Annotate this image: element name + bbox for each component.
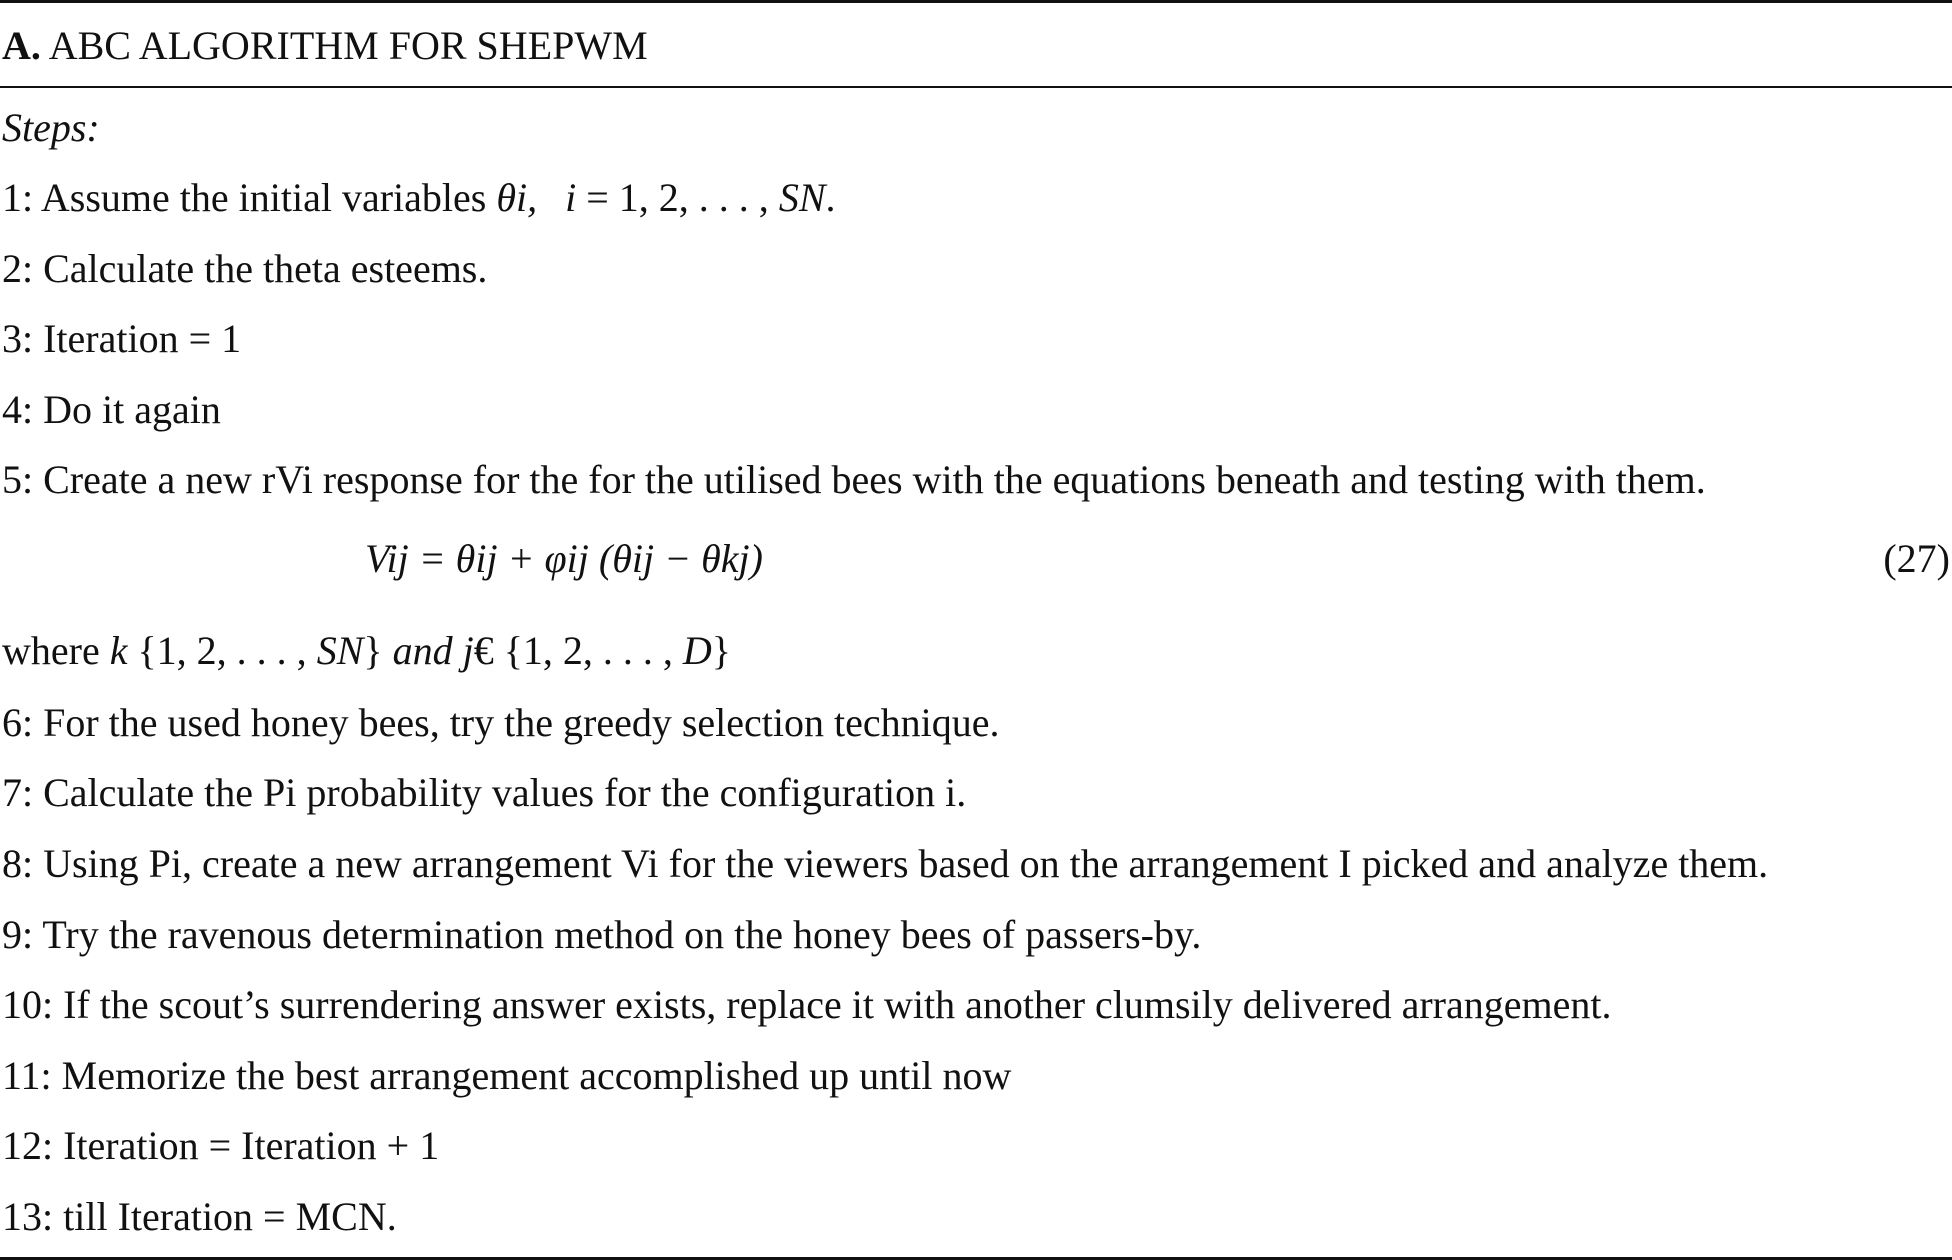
step-9: 9: Try the ravenous determination method on the honey bees of passers-by.	[2, 912, 1202, 957]
step-1	[2, 174, 836, 222]
where-set1-open: {1, 2, . . . ,	[137, 628, 307, 673]
where-sn: SN	[316, 628, 364, 673]
step-1-theta: θi,	[496, 175, 538, 220]
top-rule	[0, 0, 1952, 3]
where-set1-close: }	[363, 628, 383, 673]
step-11: 11: Memorize the best arrangement accomplished up until now	[2, 1053, 1012, 1098]
step-7: 7: Calculate the Pi probability values for the configuration i.	[2, 770, 967, 815]
where-clause	[2, 627, 731, 675]
where-set2-close: }	[711, 628, 731, 673]
where-word: where	[2, 628, 100, 673]
step-6: 6: For the used honey bees, try the greedy selection technique.	[2, 700, 1000, 745]
where-k: k	[109, 628, 128, 673]
step-5: 5: Create a new rVi response for the for the utilised bees with the equations beneath and testing with them.	[2, 457, 1706, 502]
equation-27: Vij = θij + φij (θij − θkj)	[365, 536, 763, 581]
step-2: 2: Calculate the theta esteems.	[2, 246, 488, 291]
step-1-text: 1: Assume the initial variables	[2, 175, 487, 220]
title-rule	[0, 86, 1952, 88]
step-4: 4: Do it again	[2, 387, 221, 432]
step-3: 3: Iteration = 1	[2, 316, 242, 361]
step-1-index: i	[565, 175, 577, 220]
where-set2-open: {1, 2, . . . ,	[503, 628, 673, 673]
table-title	[2, 22, 648, 70]
steps-heading: Steps:	[2, 105, 100, 150]
step-1-period: .	[825, 175, 836, 220]
step-8: 8: Using Pi, create a new arrangement Vi for the viewers based on the arrangement I picked and analyze them.	[2, 841, 1769, 886]
step-1-sn: SN	[778, 175, 826, 220]
step-13: 13: till Iteration = MCN.	[2, 1194, 397, 1239]
where-d: D	[682, 628, 712, 673]
step-10: 10: If the scout’s surrendering answer exists, replace it with another clumsily delivered arrangement.	[2, 982, 1612, 1027]
table-title-text: ABC ALGORITHM FOR SHEPWM	[48, 23, 648, 68]
step-12: 12: Iteration = Iteration + 1	[2, 1123, 440, 1168]
equation-number: (27)	[1883, 536, 1950, 581]
table-title-label: A.	[2, 23, 41, 68]
where-and-j: and j	[392, 628, 474, 673]
step-1-range: = 1, 2, . . . ,	[586, 175, 769, 220]
where-euro: €	[473, 628, 494, 673]
